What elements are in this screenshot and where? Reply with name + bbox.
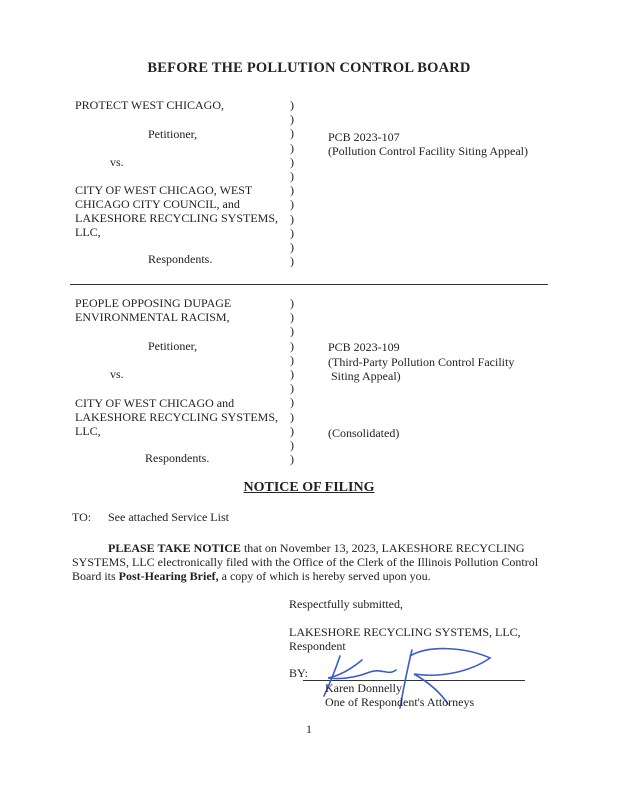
notice-heading: NOTICE OF FILING — [243, 480, 375, 495]
page-title: BEFORE THE POLLUTION CONTROL BOARD — [147, 60, 471, 76]
petitioner-name: PEOPLE OPPOSING DUPAGE — [75, 296, 232, 310]
closing: Respectfully submitted, — [289, 597, 403, 611]
party-name: LAKESHORE RECYCLING SYSTEMS, LLC, — [289, 625, 521, 639]
petitioner-role: Petitioner, — [148, 339, 198, 353]
versus-label: vs. — [110, 155, 124, 169]
paren-column: ) ) ) ) ) ) ) ) ) ) ) ) — [290, 98, 294, 269]
respondent-line: LLC, — [75, 424, 101, 438]
respondent-line: LLC, — [75, 225, 101, 239]
respondent-line: LAKESHORE RECYCLING SYSTEMS, — [75, 211, 279, 225]
notice-paragraph — [72, 541, 552, 583]
case-number: PCB 2023-107 — [328, 130, 400, 144]
petitioner-name: PROTECT WEST CHICAGO, — [75, 98, 225, 112]
to-value: See attached Service List — [108, 510, 229, 524]
respondent-line: CITY OF WEST CHICAGO, WEST — [75, 183, 253, 197]
notice-text-end: a copy of which is hereby served upon you. — [218, 569, 431, 583]
party-role: Respondent — [289, 639, 346, 653]
respondent-line: CITY OF WEST CHICAGO and — [75, 396, 235, 410]
petitioner-name: ENVIRONMENTAL RACISM, — [75, 310, 230, 324]
case-number: PCB 2023-109 — [328, 340, 400, 354]
paren-column: ) ) ) ) ) ) ) ) ) ) ) ) — [290, 296, 294, 467]
petitioner-role: Petitioner, — [148, 127, 198, 141]
case-type: (Pollution Control Facility Siting Appeal) — [328, 144, 528, 158]
respondent-line: LAKESHORE RECYCLING SYSTEMS, — [75, 410, 279, 424]
respondent-role: Respondents. — [148, 252, 213, 266]
to-label: TO: — [72, 510, 92, 524]
case-type: (Third-Party Pollution Control Facility — [328, 355, 515, 369]
page-number: 1 — [306, 722, 312, 736]
versus-label: vs. — [110, 367, 124, 381]
respondent-line: CHICAGO CITY COUNCIL, and — [75, 197, 240, 211]
caption-divider — [70, 284, 548, 285]
signer-name: Karen Donnelly — [325, 681, 402, 695]
consolidated-label: (Consolidated) — [328, 426, 400, 440]
respondent-role: Respondents. — [145, 451, 210, 465]
notice-text: that on November 13, 2023, LAKESHORE RECYCLING SYSTEMS, LLC electronically filed with the Office of the Clerk of the Illinois Pollution Control Board its — [72, 541, 539, 583]
by-label: BY: — [289, 666, 308, 680]
signer-title: One of Respondent's Attorneys — [325, 695, 475, 709]
case-type: Siting Appeal) — [328, 369, 401, 383]
notice-lead: PLEASE TAKE NOTICE — [108, 541, 241, 555]
brief-title: Post-Hearing Brief, — [118, 569, 219, 583]
